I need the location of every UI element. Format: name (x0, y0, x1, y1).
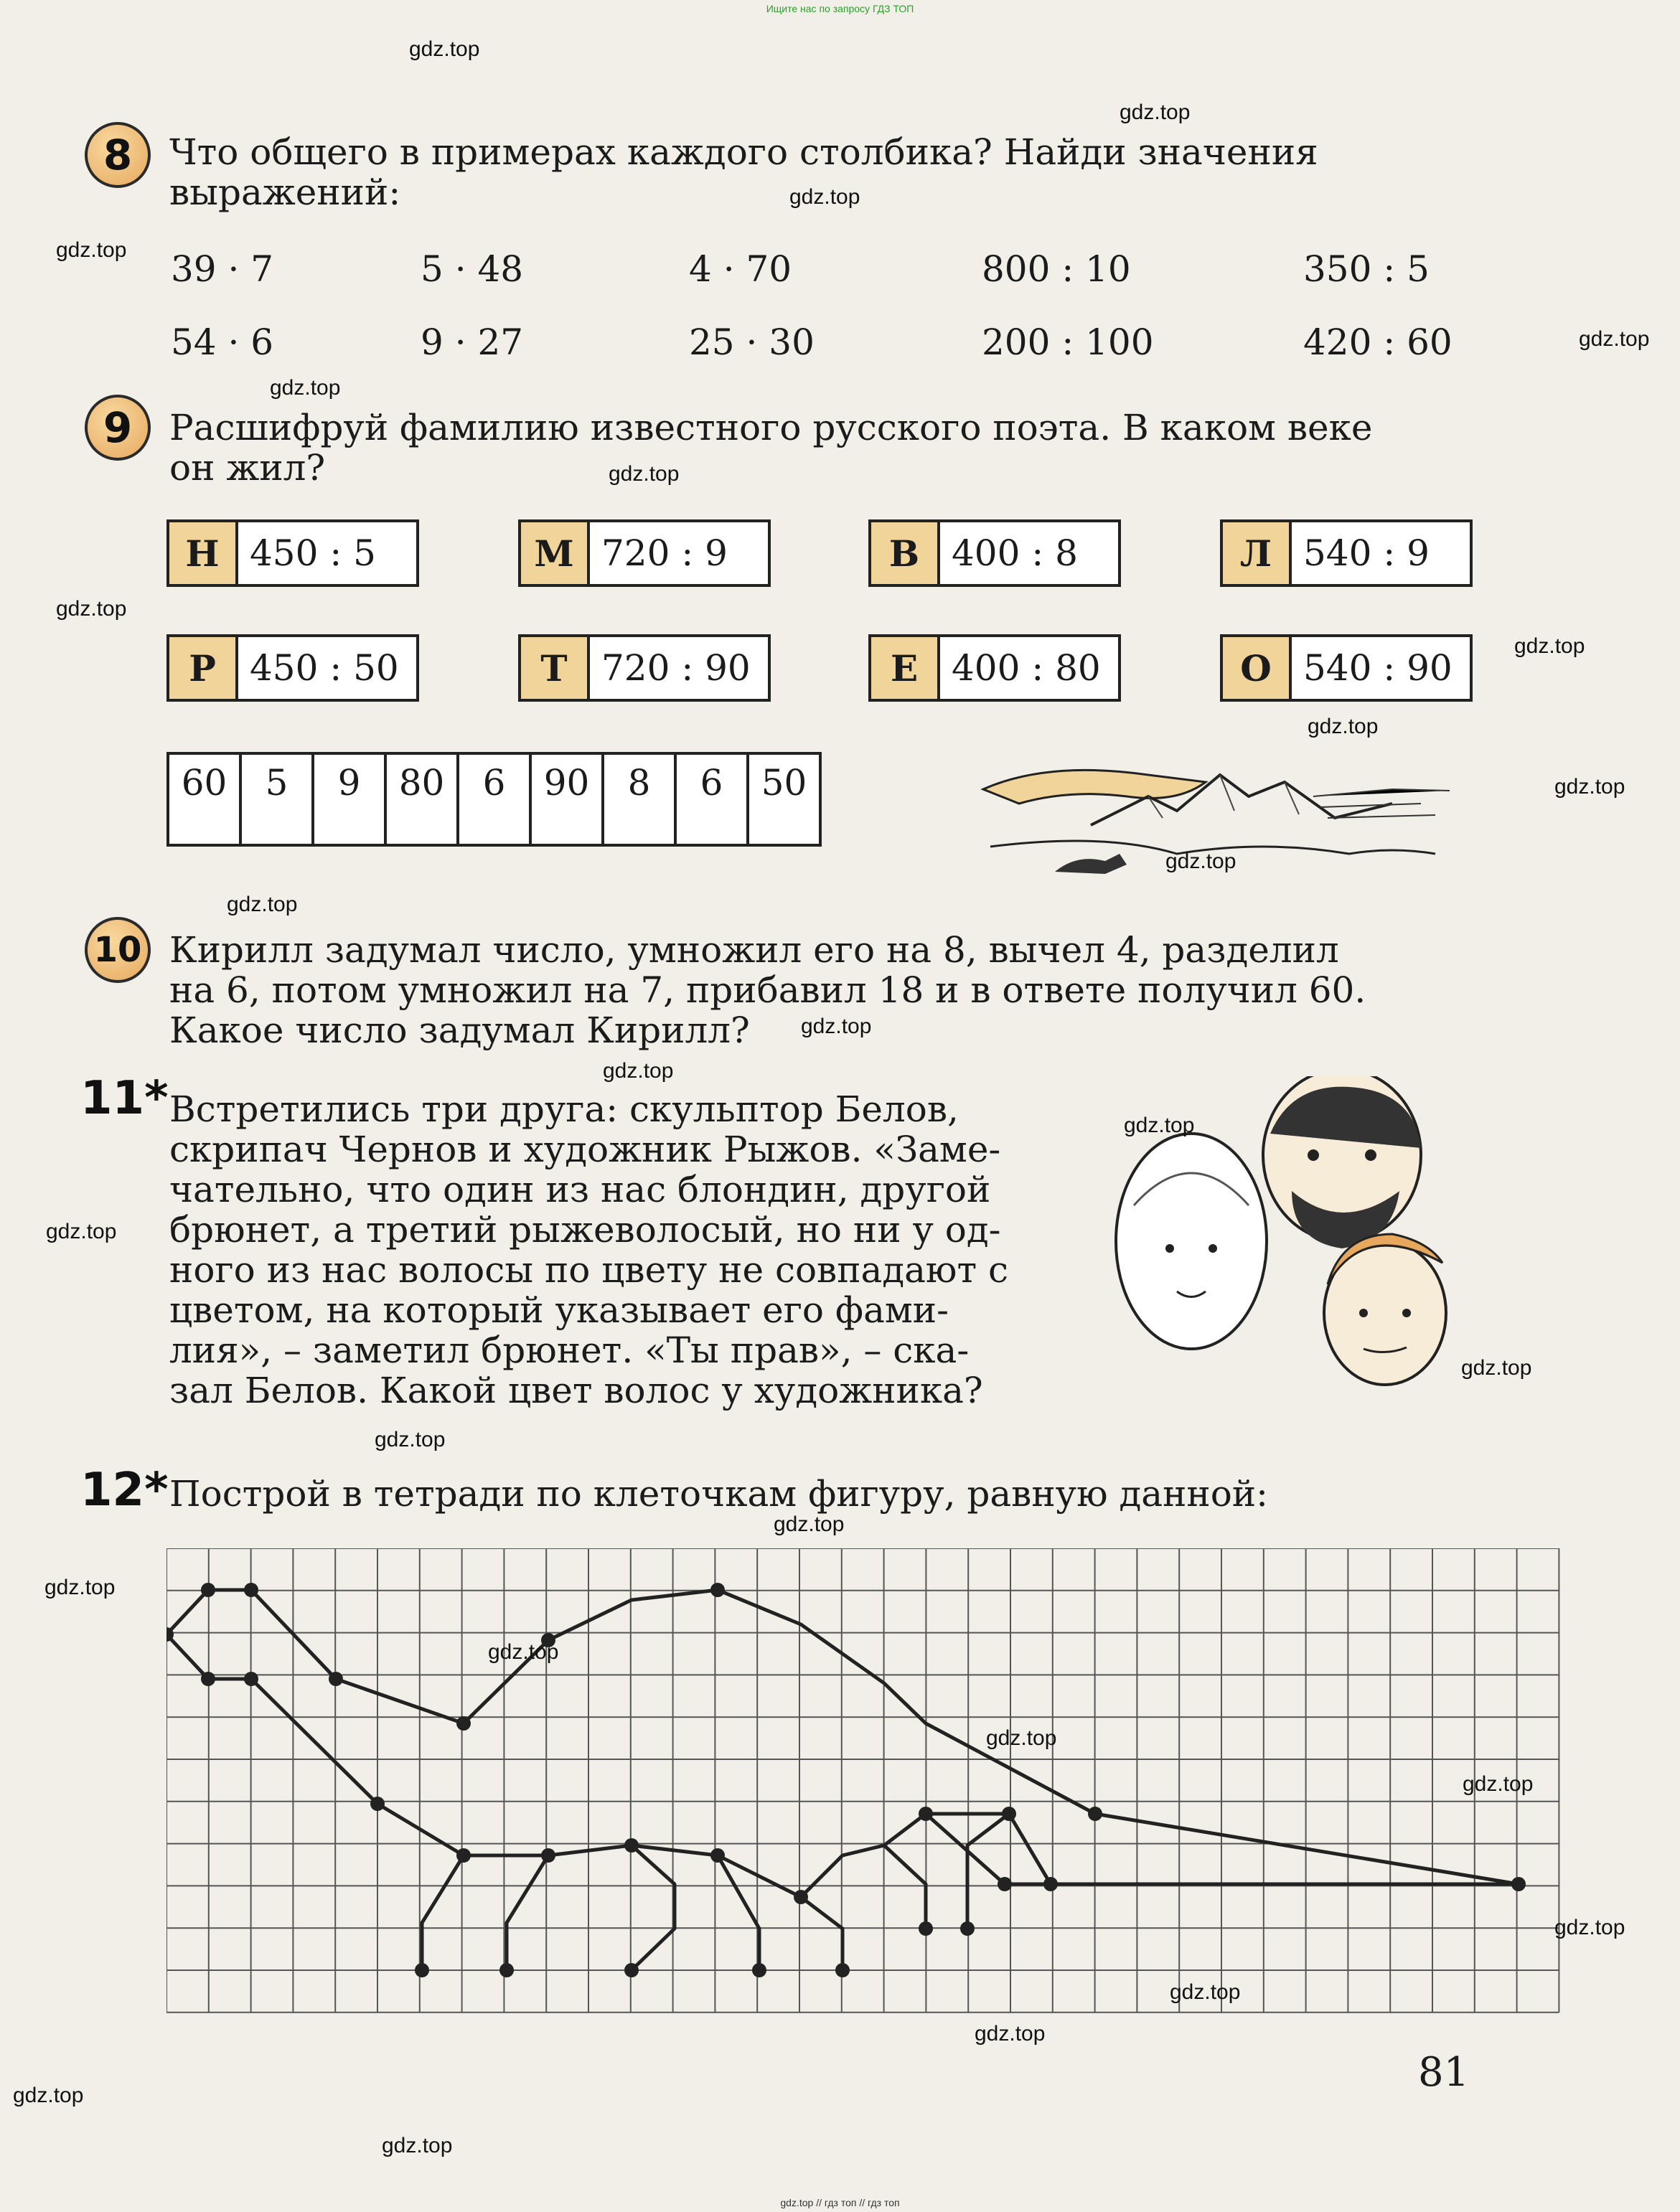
watermark: gdz.top (46, 1220, 117, 1243)
figure-vertices (166, 1583, 1526, 1977)
watermark: gdz.top (1554, 1916, 1625, 1939)
graph-paper-grid (166, 1548, 1559, 2013)
task-8-expr: 420 : 60 (1303, 321, 1453, 363)
watermark: gdz.top (13, 2084, 84, 2107)
task-8-expr: 9 · 27 (421, 321, 524, 363)
answer-cell: 9 (313, 753, 385, 845)
task-8-expr: 350 : 5 (1303, 248, 1430, 290)
watermark: gdz.top (789, 185, 860, 209)
watermark: gdz.top (1463, 1772, 1534, 1796)
task-9-text-line1: Расшифруй фамилию известного русского поэта. В каком веке (169, 407, 1373, 448)
cipher-card (518, 634, 771, 702)
watermark: gdz.top (375, 1428, 446, 1451)
cipher-letter: Е (871, 637, 940, 699)
task-10-line: Какое число задумал Кирилл? (169, 1009, 750, 1051)
watermark: gdz.top (1554, 775, 1625, 799)
answer-cell: 6 (675, 753, 748, 845)
task-10-line: на 6, потом умножил на 7, прибавил 18 и в ответе получил 60. (169, 969, 1366, 1011)
cipher-expression: 400 : 80 (952, 647, 1101, 689)
task-11-line: лия», – заметил брюнет. «Ты прав», – ска- (169, 1329, 970, 1371)
cipher-card (1220, 519, 1473, 587)
watermark: gdz.top (975, 2022, 1046, 2046)
answer-cell: 60 (168, 753, 240, 845)
cipher-letter: О (1223, 637, 1292, 699)
watermark: gdz.top (56, 238, 127, 262)
page-number: 81 (1418, 2049, 1470, 2096)
task-11-line: зал Белов. Какой цвет волос у художника? (169, 1370, 983, 1411)
watermark: gdz.top (270, 376, 341, 400)
cipher-card (1220, 634, 1473, 702)
cipher-card (166, 519, 419, 587)
figure-outline (166, 1590, 1519, 1970)
answer-cell: 6 (458, 753, 530, 845)
cipher-expression: 400 : 8 (952, 532, 1078, 574)
task-8-expr: 25 · 30 (689, 321, 815, 363)
answer-cell: 80 (385, 753, 458, 845)
watermark: gdz.top (56, 597, 127, 621)
cipher-card (868, 519, 1121, 587)
cipher-expression: 450 : 50 (250, 647, 399, 689)
task-11-number-badge: 11* (80, 1072, 169, 1125)
task-12-number-badge: 12* (80, 1464, 169, 1517)
watermark: gdz.top (382, 2134, 453, 2157)
watermark: gdz.top (609, 462, 680, 486)
watermark: gdz.top (409, 37, 480, 61)
watermark: gdz.top (986, 1726, 1057, 1750)
watermark: gdz.top (1165, 849, 1236, 873)
watermark: gdz.top (1514, 634, 1585, 658)
answer-cell: 8 (603, 753, 675, 845)
watermark: gdz.top (801, 1015, 872, 1038)
task-8-expr: 4 · 70 (689, 248, 792, 290)
task-8-expr: 5 · 48 (421, 248, 524, 290)
watermark: gdz.top (44, 1576, 116, 1599)
site-banner: Ищите нас по запросу ГДЗ ТОП (766, 3, 914, 14)
task-8-expr: 800 : 10 (982, 248, 1131, 290)
cipher-card (166, 634, 419, 702)
task-11-line: Встретились три друга: скульптор Белов, (169, 1088, 959, 1130)
cipher-letter: Т (521, 637, 590, 699)
watermark: gdz.top (603, 1059, 674, 1083)
watermark: gdz.top (227, 893, 298, 916)
cipher-expression: 720 : 9 (601, 532, 728, 574)
cipher-letter: Л (1223, 522, 1292, 584)
cipher-expression: 540 : 90 (1303, 647, 1453, 689)
cipher-expression: 450 : 5 (250, 532, 376, 574)
task-12-text: Построй в тетради по клеточкам фигуру, равную данной: (169, 1473, 1269, 1515)
answer-cell: 50 (748, 753, 820, 845)
watermark: gdz.top (774, 1512, 845, 1536)
task-9-text-line2: он жил? (169, 447, 326, 489)
task-11-line: скрипач Чернов и художник Рыжов. «Заме- (169, 1129, 1001, 1170)
task-11-line: ного из нас волосы по цвету не совпадают с (169, 1249, 1009, 1291)
answer-cell: 90 (530, 753, 603, 845)
task-8-expr: 39 · 7 (171, 248, 274, 290)
cipher-card (868, 634, 1121, 702)
task-11-line: брюнет, а третий рыжеволосый, но ни у од- (169, 1209, 1001, 1251)
answer-cell: 5 (240, 753, 313, 845)
task-10-number-badge: 10 (85, 917, 151, 983)
cipher-expression: 540 : 9 (1303, 532, 1430, 574)
cipher-expression: 720 : 90 (601, 647, 751, 689)
watermark: gdz.top (1120, 100, 1191, 124)
cipher-card (518, 519, 771, 587)
watermark: gdz.top (1308, 715, 1379, 738)
task-8-number-badge: 8 (85, 122, 151, 188)
cipher-letter: Н (169, 522, 238, 584)
watermark: gdz.top (1170, 1980, 1241, 2004)
grid-figure (166, 1548, 1562, 2022)
watermark: gdz.top (1124, 1114, 1195, 1137)
task-9-number-badge: 9 (85, 395, 151, 461)
cipher-letter: В (871, 522, 940, 584)
task-8-expr: 54 · 6 (171, 321, 274, 363)
task-11-line: цветом, на который указывает его фами- (169, 1289, 949, 1331)
table-row (168, 753, 820, 845)
footer-note: gdz.top // гдз топ // гдз топ (780, 2197, 900, 2208)
task-10-line: Кирилл задумал число, умножил его на 8, вычел 4, разделил (169, 929, 1339, 971)
task-11-line: чательно, что один из нас блондин, другой (169, 1169, 991, 1210)
watermark: gdz.top (1461, 1356, 1532, 1380)
task-8-expr: 200 : 100 (982, 321, 1154, 363)
cipher-letter: Р (169, 637, 238, 699)
cipher-answer-table (166, 752, 822, 847)
watermark: gdz.top (488, 1640, 559, 1664)
cipher-letter: М (521, 522, 590, 584)
watermark: gdz.top (1579, 327, 1650, 351)
task-8-text: Что общего в примерах каждого столбика? Найди значения выражений: (169, 131, 1318, 213)
